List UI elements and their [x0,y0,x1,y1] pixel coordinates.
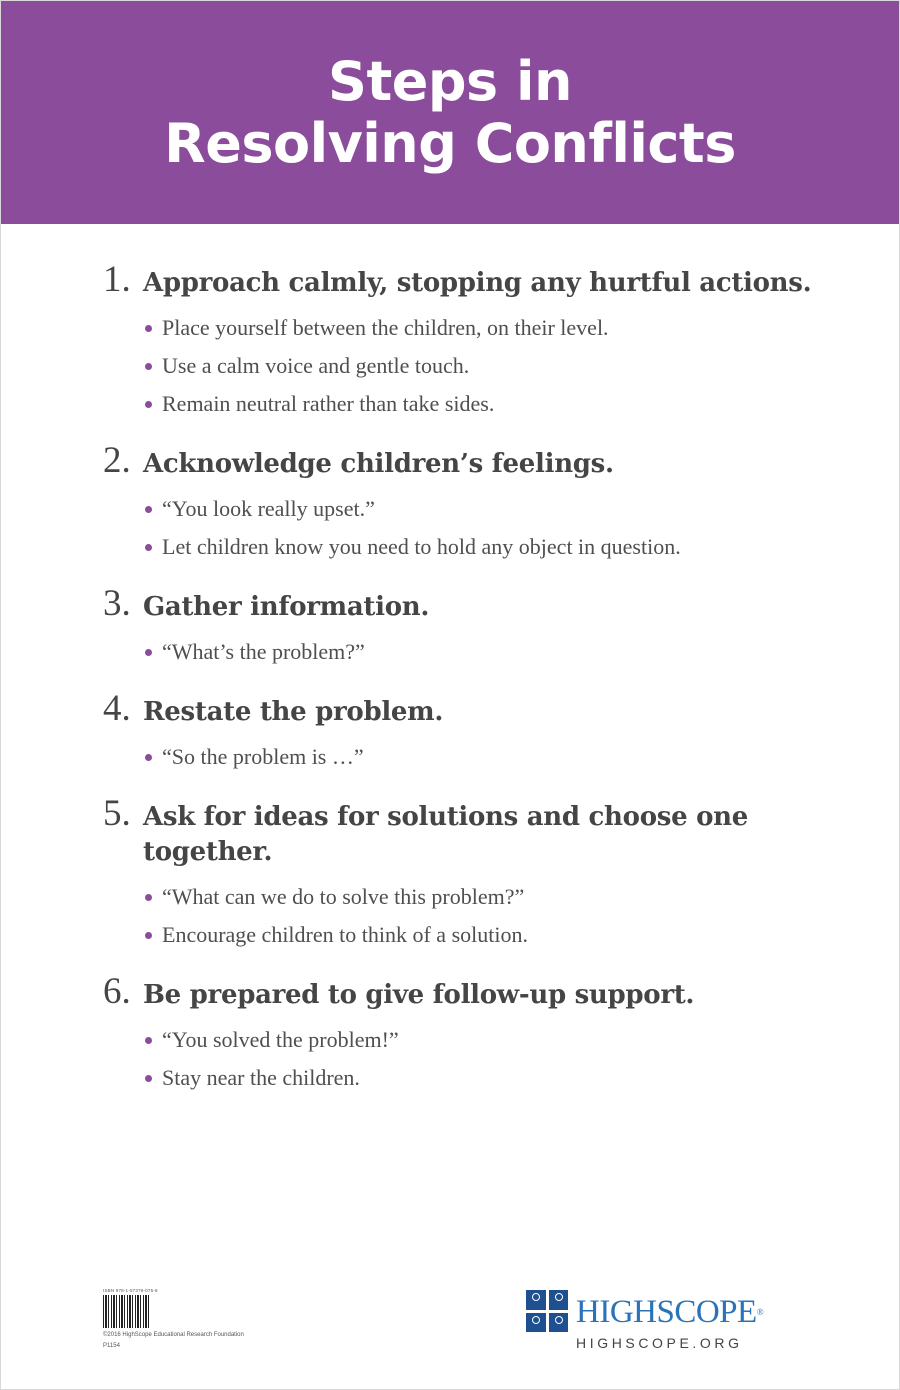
bullet-list [103,1021,823,1097]
bullet-dot-icon [145,894,152,901]
bullet-dot-icon [145,363,152,370]
step-title: Be prepared to give follow-up support. [143,980,695,1010]
list-item [145,916,823,954]
logo-wordmark [576,1292,763,1332]
publication-info [103,1288,303,1350]
step-number: 5. [103,793,131,834]
step-number: 6. [103,971,131,1012]
list-item [145,878,823,916]
step-title: Restate the problem. [143,697,444,727]
list-item [145,309,823,347]
bullet-list [103,633,823,671]
page-title-line-1: Steps in [328,49,572,113]
step-5 [103,793,823,954]
step-6 [103,971,823,1097]
step-heading [103,583,823,625]
step-number: 4. [103,688,131,729]
bullet-dot-icon [145,932,152,939]
barcode-icon [103,1295,151,1328]
bullet-dot-icon [145,754,152,761]
step-heading [103,259,823,301]
bullet-dot-icon [145,506,152,513]
registered-mark: ® [756,1307,764,1317]
bullet-text: Let children know you need to hold any object in question. [162,534,681,559]
bullet-text: Use a calm voice and gentle touch. [162,353,470,378]
step-title: Acknowledge children’s feelings. [143,449,614,479]
bullet-text: “What’s the problem?” [162,639,365,664]
list-item [145,528,823,566]
step-4 [103,688,823,776]
product-code: P1154 [103,1343,120,1349]
list-item [145,490,823,528]
step-2 [103,440,823,566]
bullet-dot-icon [145,1037,152,1044]
bullet-text: Stay near the children. [162,1065,360,1090]
step-3 [103,583,823,671]
page-title-line-2: Resolving Conflicts [164,111,736,175]
list-item [145,1021,823,1059]
bullet-text: “You look really upset.” [162,496,375,521]
isbn-text: ISBN 978-1-57379-075-8 [103,1288,158,1293]
copyright-text: ©2016 HighScope Educational Research Foundation [103,1332,244,1338]
bullet-dot-icon [145,1075,152,1082]
bullet-dot-icon [145,649,152,656]
bullet-list [103,309,823,423]
list-item [145,738,823,776]
bullet-dot-icon [145,325,152,332]
bullet-text: “You solved the problem!” [162,1027,399,1052]
bullet-text: “So the problem is …” [162,744,364,769]
step-number: 1. [103,259,131,300]
logo-name-text: HIGHSCOPE [576,1294,757,1330]
step-heading [103,688,823,730]
bullet-list [103,878,823,954]
step-title: Gather information. [143,592,430,622]
four-square-grid-icon [526,1290,568,1332]
bullet-text: Remain neutral rather than take sides. [162,391,495,416]
list-item [145,1059,823,1097]
step-title: Ask for ideas for solutions and choose one together. [143,802,748,867]
step-heading [103,971,823,1013]
title-banner [1,1,899,224]
list-item [145,385,823,423]
bullet-text: Place yourself between the children, on their level. [162,315,609,340]
bullet-dot-icon [145,401,152,408]
step-number: 2. [103,440,131,481]
list-item [145,347,823,385]
bullet-list [103,490,823,566]
step-number: 3. [103,583,131,624]
bullet-text: “What can we do to solve this problem?” [162,884,525,909]
step-heading [103,793,823,870]
list-item [145,633,823,671]
bullet-dot-icon [145,544,152,551]
logo-url: HIGHSCOPE.ORG [576,1335,743,1351]
bullet-list [103,738,823,776]
steps-list [103,259,823,1117]
step-title: Approach calmly, stopping any hurtful actions. [143,268,812,298]
step-1 [103,259,823,423]
highscope-logo [526,1290,806,1360]
bullet-text: Encourage children to think of a solution. [162,922,528,947]
step-heading [103,440,823,482]
